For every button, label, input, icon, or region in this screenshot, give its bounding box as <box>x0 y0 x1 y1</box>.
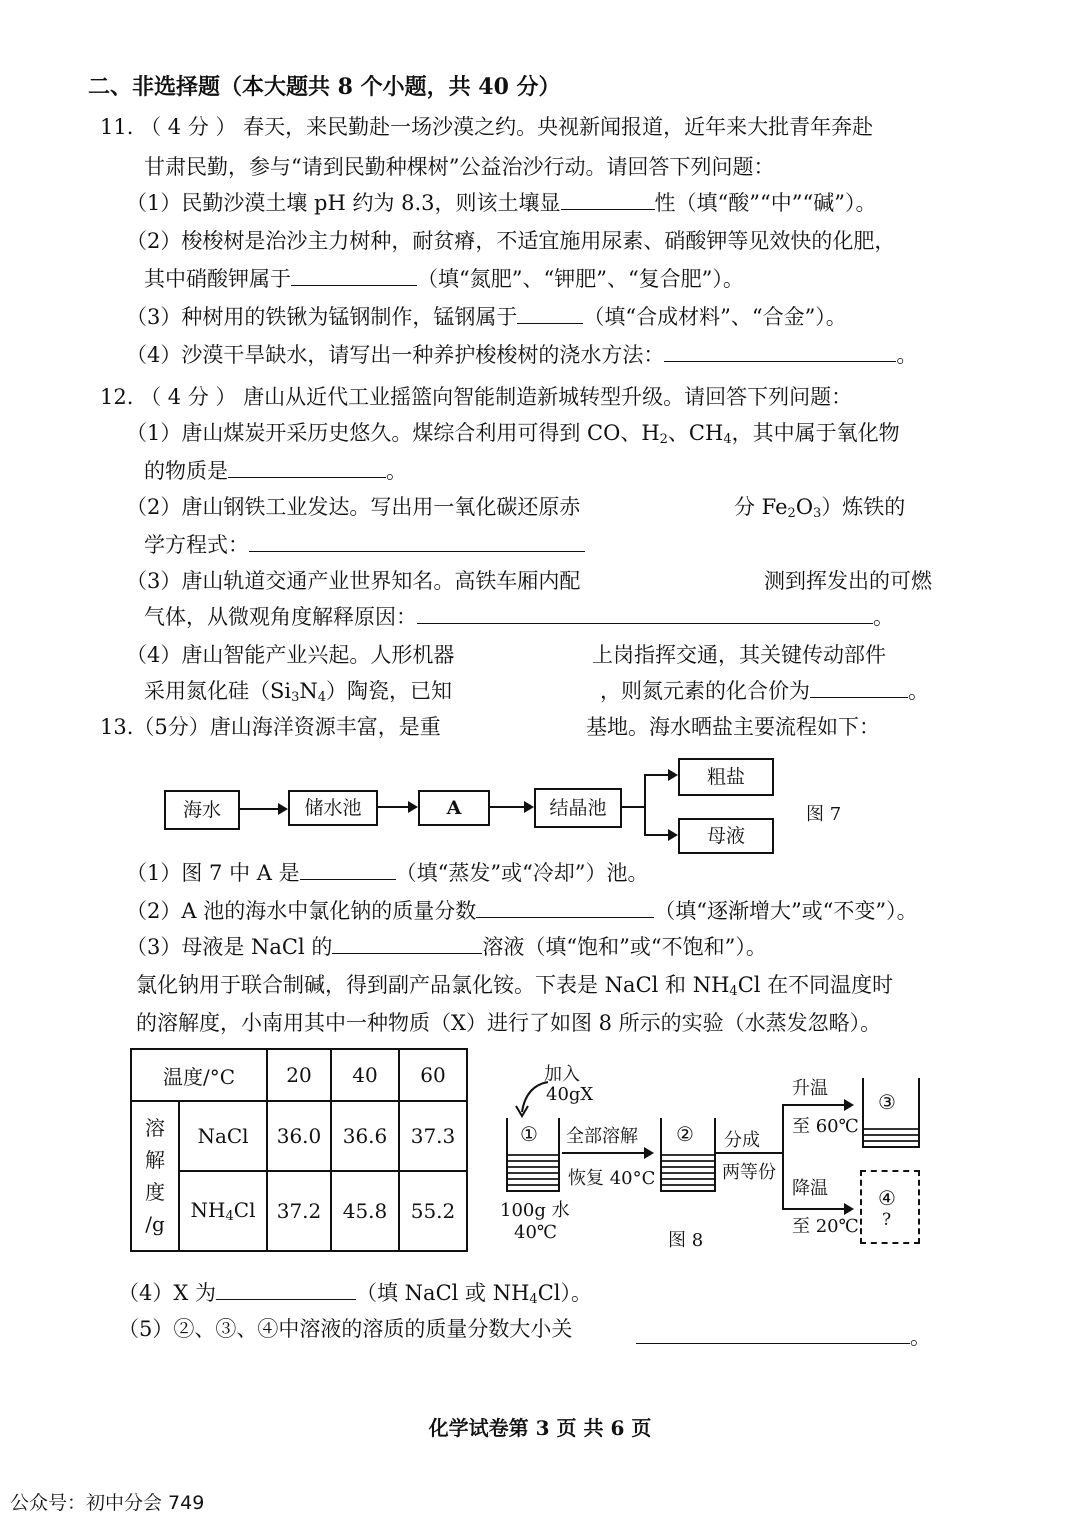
part-text: （1）唐山煤炭开采历史悠久。煤综合利用可得到 CO、H <box>126 421 660 445</box>
question-11-part-3 <box>126 302 847 332</box>
question-stem: （5分）唐山海洋资源丰富，是重 <box>133 715 441 739</box>
beaker-4-number: ④ <box>878 1186 896 1210</box>
part-text: 。 <box>873 605 894 629</box>
watermark-text: 公众号：初中分会 749 <box>10 1492 205 1514</box>
row-label-char: 解 <box>145 1148 165 1172</box>
part-text: （3）母液是 NaCl 的 <box>126 935 333 959</box>
page-footer: 化学试卷第 3 页 共 6 页 <box>428 1416 652 1440</box>
part-text: 学方程式： <box>144 533 249 557</box>
part-text: （4）沙漠干旱缺水，请写出一种养护梭梭树的浇水方法： <box>126 343 665 367</box>
question-12-part-1-line-1 <box>126 418 900 455</box>
table-header-temp: 40 <box>331 1049 399 1101</box>
flow-box-reservoir: 储水池 <box>288 790 378 826</box>
question-12-part-4-line-1: （4）唐山智能产业兴起。人形机器 <box>126 643 455 667</box>
answer-blank[interactable] <box>300 859 396 880</box>
part-text: （2）A 池的海水中氯化钠的质量分数 <box>126 899 477 923</box>
fig8-arrow <box>562 1152 652 1154</box>
flow-box-a: A <box>418 790 490 826</box>
question-number: 12. <box>100 385 134 409</box>
beaker-4-question: ? <box>882 1210 892 1230</box>
part-text: 分 Fe <box>734 495 788 519</box>
flow-arrow <box>644 834 676 836</box>
cell-text: Cl <box>233 1198 256 1222</box>
question-13-part-5 <box>118 1314 572 1344</box>
part-text: ）炼铁的 <box>821 495 906 519</box>
question-12-part-4-line-1-right: 上岗指挥交通，其关键传动部件 <box>592 643 886 667</box>
part-text: ，则氮元素的化合价为 <box>600 679 810 703</box>
section-title: 二、非选择题（本大题共 8 个小题，共 40 分） <box>88 74 561 100</box>
question-12-part-2-line-1-right <box>734 492 905 529</box>
question-11-stem-line-2: 甘肃民勤，参与“请到民勤种棵树”公益治沙行动。请回答下列问题： <box>144 155 775 179</box>
question-12-part-3-line-1-right: 测到挥发出的可燃 <box>764 569 932 593</box>
question-stem: 唐山从近代工业摇篮向智能制造新城转型升级。请回答下列问题： <box>243 385 853 409</box>
table-cell: 37.3 <box>399 1101 467 1171</box>
question-13-stem <box>100 712 441 742</box>
part-text: （1）民勤沙漠土壤 pH 约为 8.3，则该土壤显 <box>126 191 561 215</box>
table-cell: 36.6 <box>331 1101 399 1171</box>
part-text: ，其中属于氧化物 <box>731 421 900 445</box>
question-12-part-2-line-1 <box>126 492 580 522</box>
answer-blank[interactable] <box>216 1279 356 1300</box>
fig8-temp-label: 40℃ <box>514 1222 558 1243</box>
subscript: 4 <box>729 984 738 999</box>
question-12-stem <box>100 382 852 412</box>
part-text: （填“蒸发”或“冷却”）池。 <box>395 861 649 885</box>
fig8-cool-label: 降温 <box>792 1178 828 1199</box>
part-text: 气体，从微观角度解释原因： <box>144 605 417 629</box>
table-row-label-nh4cl <box>179 1171 267 1251</box>
part-text: 。 <box>896 343 918 367</box>
fig8-add-label: 加入 <box>544 1064 580 1085</box>
answer-blank[interactable] <box>228 457 386 478</box>
question-12-part-3-line-1: （3）唐山轨道交通产业世界知名。高铁车厢内配 <box>126 569 581 593</box>
question-11-part-1 <box>126 188 876 218</box>
fig8-heat-label: 升温 <box>792 1078 828 1099</box>
figure-8-label: 图 8 <box>668 1230 704 1251</box>
flow-connector <box>620 806 644 808</box>
flow-arrow <box>376 806 416 808</box>
question-12-part-4-line-2-right <box>600 676 929 706</box>
row-label-char: 溶 <box>145 1116 165 1140</box>
flow-arrow <box>644 774 676 776</box>
subscript: 2 <box>659 432 668 447</box>
part-text: （1）图 7 中 A 是 <box>126 861 300 885</box>
fig8-arrow <box>782 1104 852 1106</box>
question-score: （ 4 分 ） <box>140 115 237 139</box>
part-text: 采用氮化硅（Si <box>144 679 292 703</box>
part-text: （填“逐渐增大”或“不变”）。 <box>654 899 918 923</box>
part-text: 氯化钠用于联合制碱，得到副产品氯化铵。下表是 NaCl 和 NH <box>136 973 730 997</box>
question-11-stem-line-1 <box>100 112 873 142</box>
question-13-part-1 <box>126 858 649 888</box>
table-header-temperature: 温度/°C <box>131 1049 267 1101</box>
part-text: （填“氮肥”、“钾肥”、“复合肥”）。 <box>417 267 744 291</box>
table-row-label-solubility <box>131 1101 179 1251</box>
table-header-temp: 60 <box>399 1049 467 1101</box>
question-number: 13. <box>100 715 134 739</box>
fig8-water-label: 100g 水 <box>500 1200 570 1221</box>
question-12-part-1-line-2 <box>144 456 407 486</box>
flow-box-coarse-salt: 粗盐 <box>678 758 774 796</box>
answer-blank[interactable] <box>476 897 654 918</box>
answer-blank[interactable] <box>810 677 908 698</box>
question-12-part-2-line-2 <box>144 530 585 560</box>
flow-arrow <box>488 806 532 808</box>
part-text: 性（填“酸”“中”“碱”）。 <box>654 191 877 215</box>
figure-7-label: 图 7 <box>806 804 842 825</box>
part-text: （3）种树用的铁锹为锰钢制作，锰钢属于 <box>126 305 518 329</box>
beaker-1-number: ① <box>520 1122 538 1146</box>
fig8-split-label: 分成 <box>724 1130 760 1151</box>
subscript: 4 <box>529 1292 538 1307</box>
flow-arrow <box>238 808 286 810</box>
question-11-part-2-line-1: （2）梭梭树是治沙主力树种，耐贫瘠，不适宜施用尿素、硝酸钾等见效快的化肥， <box>126 229 896 253</box>
question-13-part-3 <box>126 932 767 962</box>
subscript: 2 <box>787 506 796 521</box>
answer-blank[interactable] <box>291 265 417 286</box>
solubility-table <box>130 1048 468 1252</box>
fig8-arrow <box>782 1208 852 1210</box>
question-stem: 春天，来民勤赴一场沙漠之约。央视新闻报道，近年来大批青年奔赴 <box>243 115 874 139</box>
row-label-char: /g <box>145 1212 165 1236</box>
part-text: 的物质是 <box>144 459 228 483</box>
part-text: O <box>795 495 814 519</box>
table-row-label-nacl: NaCl <box>179 1101 267 1171</box>
answer-blank[interactable] <box>664 341 896 362</box>
part-text: Cl 在不同温度时 <box>737 973 894 997</box>
flow-connector <box>644 774 646 836</box>
question-score: （ 4 分 ） <box>140 385 237 409</box>
question-13-paragraph-1 <box>136 970 893 1007</box>
fig8-cool-temp: 至 20℃ <box>792 1216 859 1237</box>
question-12-part-3-line-2 <box>144 602 894 632</box>
part-text: 。 <box>908 679 929 703</box>
subscript: 3 <box>813 506 822 521</box>
curved-arrow-icon <box>512 1078 552 1118</box>
fig8-dissolve-label: 全部溶解 <box>566 1126 638 1147</box>
answer-blank[interactable] <box>561 189 655 210</box>
question-13-part-5-answer <box>636 1322 931 1352</box>
part-text: 。 <box>386 459 407 483</box>
part-text: 、CH <box>667 421 724 445</box>
flow-box-seawater: 海水 <box>164 790 240 830</box>
part-text: （4）X 为 <box>118 1281 216 1305</box>
table-cell: 55.2 <box>399 1171 467 1251</box>
flow-box-crystallization: 结晶池 <box>534 788 622 828</box>
part-text: 溶液（填“饱和”或“不饱和”）。 <box>482 935 767 959</box>
table-cell: 37.2 <box>267 1171 331 1251</box>
question-number: 11. <box>100 115 134 139</box>
row-label-char: 度 <box>145 1180 165 1204</box>
question-13-paragraph-2: 的溶解度，小南用其中一种物质（X）进行了如图 8 所示的实验（水蒸发忽略）。 <box>136 1011 882 1035</box>
subscript: 3 <box>291 690 300 705</box>
answer-blank[interactable] <box>636 1323 910 1344</box>
part-text: 其中硝酸钾属于 <box>144 267 291 291</box>
beaker-3-number: ③ <box>878 1090 896 1114</box>
beaker-2-number: ② <box>676 1122 694 1146</box>
subscript: 4 <box>225 1209 234 1224</box>
table-cell: 36.0 <box>267 1101 331 1171</box>
table-header-temp: 20 <box>267 1049 331 1101</box>
question-13-part-2 <box>126 896 918 926</box>
part-text: （2）唐山钢铁工业发达。写出用一氧化碳还原赤 <box>126 495 581 519</box>
subscript: 4 <box>723 432 732 447</box>
question-13-part-4 <box>118 1278 592 1315</box>
subscript: 4 <box>317 690 327 705</box>
part-text: ）陶瓷，已知 <box>326 679 453 703</box>
fig8-connector <box>714 1152 782 1154</box>
beaker-liquid <box>662 1152 714 1190</box>
beaker-liquid <box>864 1128 918 1146</box>
answer-blank[interactable] <box>517 303 583 324</box>
answer-blank[interactable] <box>417 603 873 624</box>
part-text: Cl）。 <box>537 1281 592 1305</box>
fig8-connector <box>782 1104 784 1210</box>
fig8-heat-temp: 至 60℃ <box>792 1116 859 1137</box>
answer-blank[interactable] <box>332 933 482 954</box>
cell-text: NH <box>190 1198 226 1222</box>
flow-box-mother-liquor: 母液 <box>678 818 774 854</box>
question-13-stem-right: 基地。海水晒盐主要流程如下： <box>586 715 880 739</box>
question-11-part-2-line-2 <box>144 264 744 294</box>
answer-blank[interactable] <box>249 531 585 552</box>
beaker-liquid <box>508 1152 558 1190</box>
part-text: 。 <box>910 1325 931 1349</box>
table-cell: 45.8 <box>331 1171 399 1251</box>
question-11-part-4 <box>126 340 917 370</box>
part-text: （填 NaCl 或 NH <box>356 1281 530 1305</box>
question-12-part-4-line-2 <box>144 676 452 713</box>
fig8-split-label-2: 两等份 <box>722 1162 776 1183</box>
part-text: （5）②、③、④中溶液的溶质的质量分数大小关 <box>118 1317 573 1341</box>
part-text: （填“合成材料”、“合金”）。 <box>583 305 847 329</box>
part-text: N <box>299 679 318 703</box>
fig8-add-amount: 40gX <box>546 1084 594 1105</box>
fig8-restore-label: 恢复 40°C <box>568 1168 656 1189</box>
